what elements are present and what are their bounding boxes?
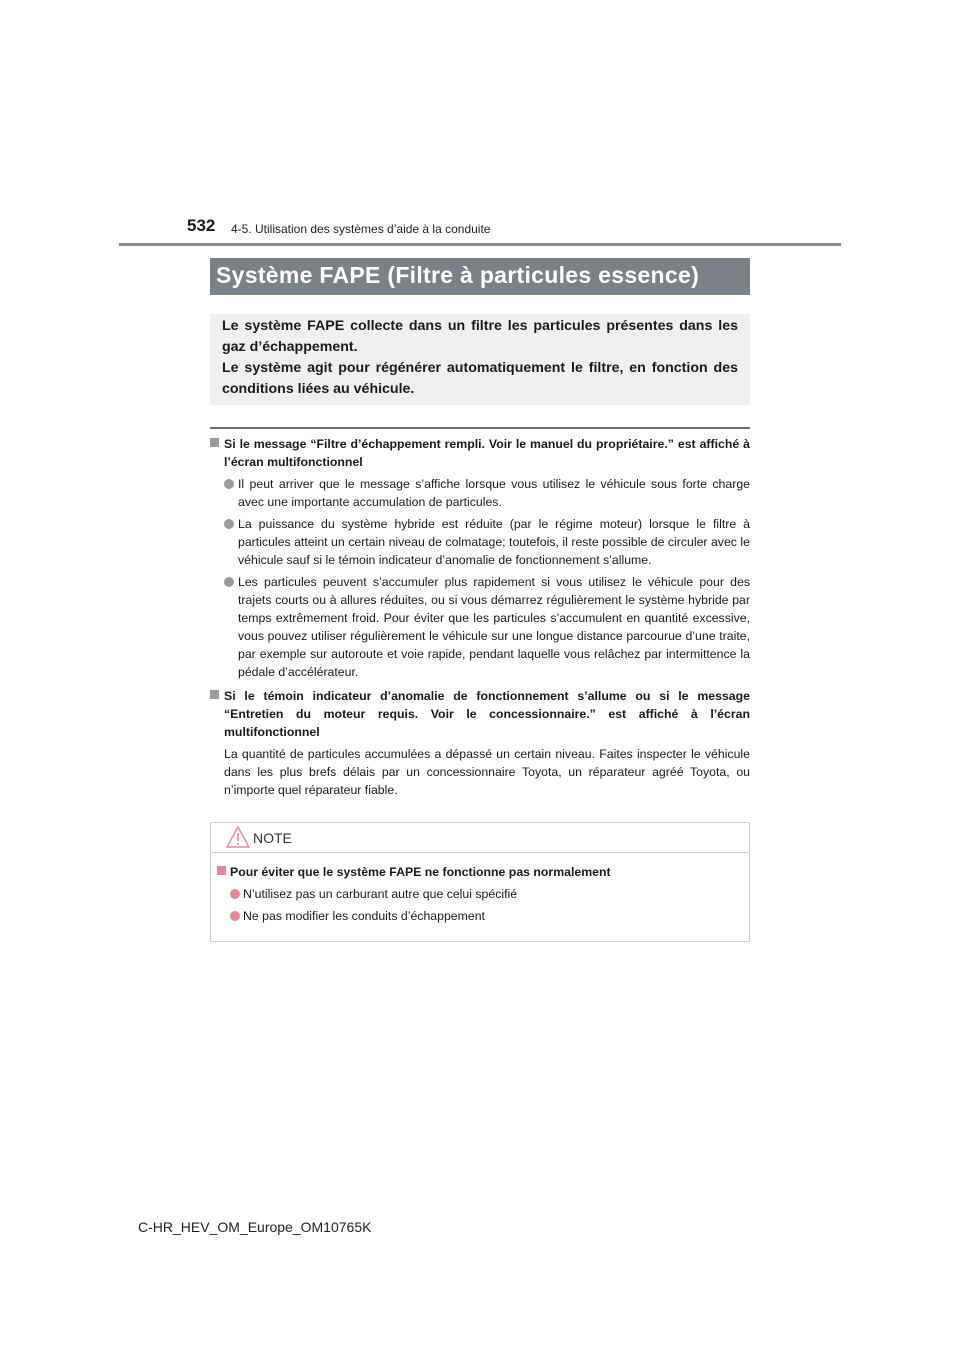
- footer-document-code: C-HR_HEV_OM_Europe_OM10765K: [138, 1219, 372, 1235]
- note-body: [211, 853, 749, 925]
- section-header: 4-5. Utilisation des systèmes d’aide à la conduite: [231, 222, 491, 236]
- note-box: [210, 822, 750, 942]
- section-heading: [210, 435, 750, 471]
- square-bullet-icon: [210, 690, 219, 699]
- section-rule: [210, 427, 750, 429]
- header-rule: [119, 243, 841, 246]
- list-item: [210, 573, 750, 681]
- round-bullet-icon: [224, 577, 234, 587]
- square-bullet-icon: [217, 866, 226, 875]
- round-bullet-icon: [224, 519, 234, 529]
- section-heading-text: Si le témoin indicateur d’anomalie de fonctionnement s’allume ou si le message “Entretien du moteur requis. Voir le concessionnaire.” est affiché à l’écran multifonctionnel: [224, 689, 750, 739]
- section-heading-text: Si le message “Filtre d’échappement rempli. Voir le manuel du propriétaire.” est affiché à l’écran multifonctionnel: [224, 437, 750, 469]
- list-item: [217, 885, 743, 903]
- round-bullet-icon: [230, 889, 240, 899]
- list-item: [217, 907, 743, 925]
- note-label: NOTE: [253, 830, 292, 846]
- square-bullet-icon: [210, 438, 219, 447]
- note-heading-text: Pour éviter que le système FAPE ne fonctionne pas normalement: [230, 865, 611, 879]
- intro-paragraph: Le système agit pour régénérer automatiquement le filtre, en fonction des conditions liées au véhicule.: [222, 360, 738, 397]
- list-item-text: Ne pas modifier les conduits d’échappement: [243, 909, 485, 923]
- intro-box: [210, 314, 750, 405]
- page-title: Système FAPE (Filtre à particules essence): [210, 258, 750, 295]
- list-item-text: Les particules peuvent s’accumuler plus rapidement si vous utilisez le véhicule pour des trajets courts ou à allures réduites, ou si vous démarrez régulièrement le système hybride par temps extrêmement froid. Pour éviter que les particules s’accumulent en quantité excessive, vous pouvez utiliser régulièrement le véhicule sur une longue distance parcourue d’une traite, par exemple sur autoroute et voie rapide, pendant laquelle vous relâchez par intermittence la pédale d’accélérateur.: [238, 575, 750, 679]
- section-heading: [210, 687, 750, 741]
- note-heading: [217, 863, 743, 881]
- section-paragraph: La quantité de particules accumulées a dépassé un certain niveau. Faites inspecter le véhicule dans les plus brefs délais par un concessionnaire Toyota, un réparateur agréé Toyota, ou n’importe quel réparateur fiable.: [224, 747, 750, 797]
- list-item: [210, 515, 750, 569]
- warning-triangle-icon: [226, 826, 250, 848]
- round-bullet-icon: [230, 911, 240, 921]
- list-item-text: Il peut arriver que le message s’affiche lorsque vous utilisez le véhicule sous forte charge avec une importante accumulation de particules.: [238, 477, 750, 509]
- note-header: [211, 823, 749, 853]
- intro-paragraph: Le système FAPE collecte dans un filtre les particules présentes dans les gaz d’échappement.: [222, 318, 738, 355]
- list-item-text: N’utilisez pas un carburant autre que celui spécifié: [243, 887, 518, 901]
- page-number: 532: [187, 216, 216, 235]
- content: [210, 435, 750, 799]
- list-item-text: La puissance du système hybride est réduite (par le régime moteur) lorsque le filtre à particules atteint un certain niveau de colmatage; toutefois, il reste possible de circuler avec le véhicule sauf si le témoin indicateur d’anomalie de fonctionnement s’allume.: [238, 517, 750, 567]
- round-bullet-icon: [224, 479, 234, 489]
- list-item: [210, 475, 750, 511]
